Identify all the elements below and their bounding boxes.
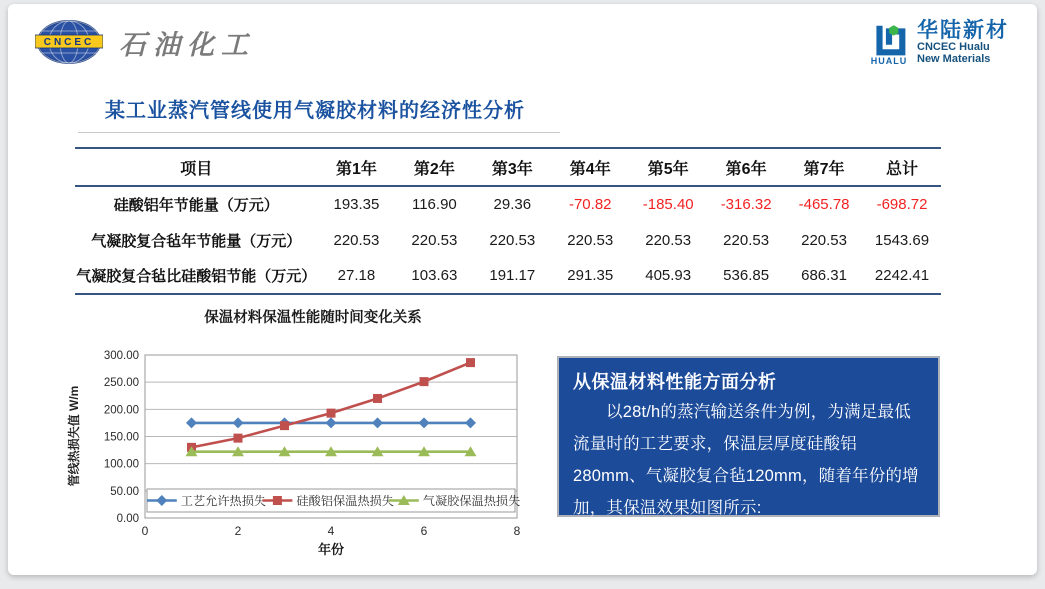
table-cell: 220.53 xyxy=(723,231,770,249)
y-tick-label: 300.00 xyxy=(103,350,139,362)
table-cell: 191.17 xyxy=(489,267,536,284)
y-tick-label: 0.00 xyxy=(116,513,139,525)
hualu-logo xyxy=(869,20,1009,66)
title-divider xyxy=(78,132,560,133)
table-cell: -316.32 xyxy=(720,196,772,213)
column-header: 第1年 xyxy=(317,148,395,186)
table-row xyxy=(75,222,941,258)
legend-label: 硅酸铝保温热损失 xyxy=(296,494,394,508)
insulation-performance-chart xyxy=(60,300,542,570)
table-row xyxy=(75,186,941,222)
table-cell: -185.40 xyxy=(642,196,694,213)
diamond-marker xyxy=(233,417,244,428)
diamond-marker xyxy=(419,417,430,428)
row-label: 气凝胶复合毡比硅酸铝节能（万元） xyxy=(76,268,317,285)
analysis-heading: 从保温材料性能方面分析 xyxy=(573,372,777,392)
row-label: 气凝胶复合毡年节能量（万元） xyxy=(91,232,302,250)
table-cell: 116.90 xyxy=(411,196,457,213)
table-cell: -465.78 xyxy=(798,196,850,213)
table-cell: 220.53 xyxy=(645,231,692,249)
table-cell: 193.35 xyxy=(333,196,380,213)
x-axis-label: 年份 xyxy=(317,542,345,557)
x-tick-label: 8 xyxy=(513,524,521,538)
chart-title: 保温材料保温性能随时间变化关系 xyxy=(204,310,422,326)
page-title: 某工业蒸汽管线使用气凝胶材料的经济性分析 xyxy=(105,100,525,122)
table-cell: 103.63 xyxy=(411,267,458,284)
y-tick-label: 150.00 xyxy=(103,431,139,444)
square-marker xyxy=(273,496,282,505)
hualu-mark xyxy=(869,20,909,66)
cncec-logo xyxy=(35,18,255,66)
column-header: 第2年 xyxy=(395,148,473,186)
square-marker xyxy=(234,434,243,443)
hualu-name-en1: CNCEC Hualu xyxy=(917,41,990,54)
x-tick-label: 2 xyxy=(234,524,242,538)
square-marker xyxy=(373,394,382,403)
table-cell: 686.31 xyxy=(801,267,847,284)
y-tick-label: 200.00 xyxy=(103,404,139,417)
table-cell: 2242.41 xyxy=(874,267,930,284)
table-cell: -698.72 xyxy=(876,196,928,213)
y-tick-label: 250.00 xyxy=(103,377,139,390)
cncec-globe-icon xyxy=(35,18,103,66)
square-marker xyxy=(327,409,336,418)
diamond-marker xyxy=(326,417,337,428)
table-cell: 405.93 xyxy=(645,267,692,284)
table-cell: 220.53 xyxy=(333,231,380,249)
y-axis-label: 管线热损失值 W/m xyxy=(67,385,81,487)
table-cell: 1543.69 xyxy=(874,231,930,249)
hualu-name-cn: 华陆新材 xyxy=(917,19,1009,43)
diamond-marker xyxy=(465,417,476,428)
column-header: 第3年 xyxy=(473,148,551,186)
diamond-marker xyxy=(372,417,383,428)
table-header xyxy=(75,148,941,186)
hualu-wordmark xyxy=(917,20,1009,65)
slide xyxy=(8,4,1037,575)
cncec-mark-label: CNCEC xyxy=(43,37,95,48)
table-cell: 220.53 xyxy=(801,231,847,249)
hualu-name-en2: New Materials xyxy=(917,53,991,66)
table-cell: -70.82 xyxy=(568,196,612,213)
square-marker xyxy=(280,421,289,430)
column-header: 第4年 xyxy=(551,148,629,186)
column-header: 第5年 xyxy=(629,148,707,186)
table-cell: 536.85 xyxy=(723,267,770,284)
row-label: 硅酸铝年节能量（万元） xyxy=(113,197,279,214)
column-header: 总计 xyxy=(863,148,941,186)
table-cell: 220.53 xyxy=(489,231,536,249)
legend-label: 工艺允许热损失 xyxy=(180,494,267,508)
table-cell: 29.36 xyxy=(493,196,532,213)
legend-label: 气凝胶保温热损失 xyxy=(422,494,521,508)
diamond-marker xyxy=(186,417,197,428)
table-cell: 291.35 xyxy=(567,267,614,284)
table-cell: 27.18 xyxy=(337,267,376,284)
square-marker xyxy=(420,377,429,386)
brand-text: 石油化工 xyxy=(119,29,255,60)
y-tick-label: 50.00 xyxy=(110,485,139,498)
x-tick-label: 6 xyxy=(420,524,428,538)
analysis-box xyxy=(557,356,940,517)
table-cell: 220.53 xyxy=(411,231,458,249)
table-cell: 220.53 xyxy=(567,231,614,249)
column-header: 第6年 xyxy=(707,148,785,186)
x-tick-label: 4 xyxy=(327,524,335,538)
savings-table xyxy=(75,147,941,295)
x-tick-label: 0 xyxy=(141,524,149,538)
hualu-mark-label: HUALU xyxy=(870,56,908,66)
chart-svg xyxy=(60,300,542,570)
analysis-body: 以28t/h的蒸汽输送条件为例，为满足最低流量时的工艺要求，保温层厚度硅酸铝280mm、气凝胶复合毡120mm，随着年份的增加，其保温效果如图所示: xyxy=(573,403,919,517)
column-header: 项目 xyxy=(75,148,317,186)
table-row xyxy=(75,258,941,294)
y-tick-label: 100.00 xyxy=(103,458,139,471)
square-marker xyxy=(466,358,475,367)
hualu-mark-icon xyxy=(869,20,909,58)
column-header: 第7年 xyxy=(785,148,863,186)
series-line xyxy=(192,363,471,448)
